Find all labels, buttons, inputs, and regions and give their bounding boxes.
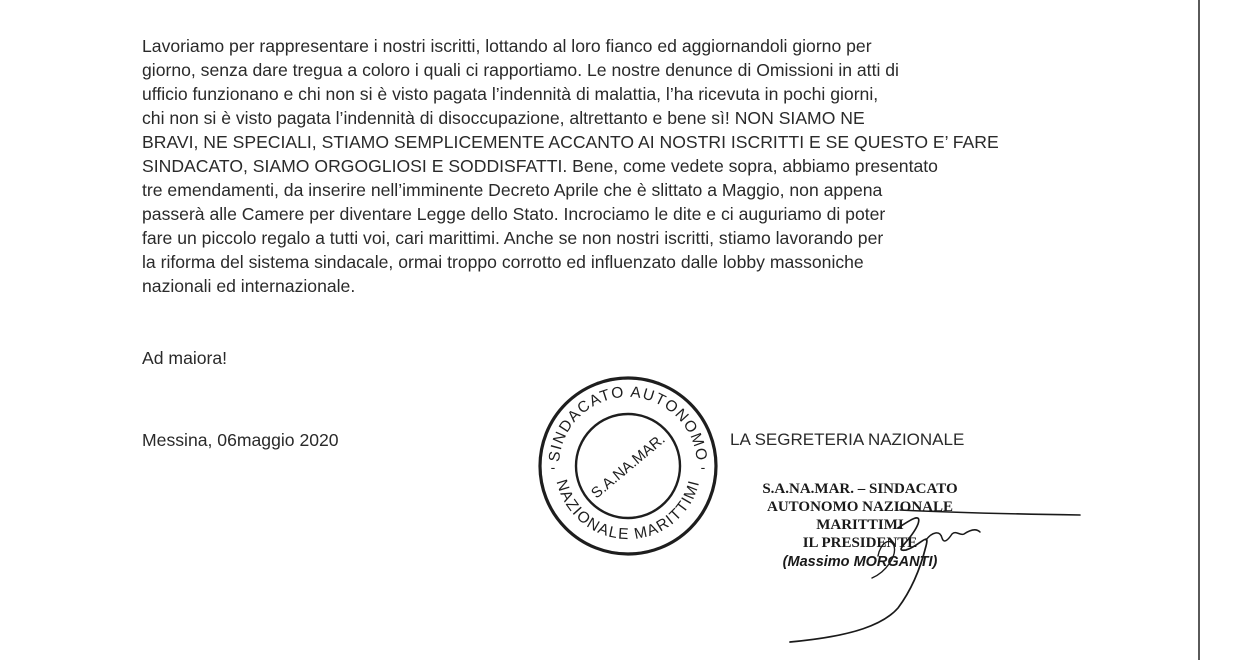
stamp-separator-dash-left: - bbox=[550, 459, 556, 475]
stamp-center-text: S.A.NA.MAR. bbox=[588, 430, 669, 503]
body-line: tre emendamenti, da inserire nell’imminente Decreto Aprile che è slittato a Maggio, non appena bbox=[142, 180, 883, 200]
scan-edge-line bbox=[1198, 0, 1200, 660]
signature-role: IL PRESIDENTE bbox=[802, 535, 918, 551]
signature-stroke-flourish bbox=[926, 530, 980, 541]
body-line: fare un piccolo regalo a tutti voi, cari marittimi. Anche se non nostri iscritti, stiamo lavorando per bbox=[142, 228, 884, 248]
body-line: Lavoriamo per rappresentare i nostri iscritti, lottando al loro fianco ed aggiornandoli giorno per bbox=[142, 36, 872, 56]
stamp-outer-bottom-text: NAZIONALE MARITTIMI bbox=[552, 477, 704, 544]
body-line: ufficio funzionano e chi non si è visto pagata l’indennità di malattia, l’ha ricevuta in pochi giorni, bbox=[142, 84, 879, 104]
body-line: SINDACATO, SIAMO ORGOGLIOSI E SODDISFATTI. Bene, come vedete sopra, abbiamo presentato bbox=[142, 156, 938, 176]
closing-salutation: Ad maiora! bbox=[142, 348, 228, 368]
secretariat-heading: LA SEGRETERIA NAZIONALE bbox=[730, 430, 965, 449]
handwritten-signature bbox=[760, 500, 1100, 650]
place-date: Messina, 06maggio 2020 bbox=[142, 430, 339, 450]
body-line: la riforma del sistema sindacale, ormai troppo corrotto ed influenzato dalle lobby massoniche bbox=[142, 252, 864, 272]
body-line: giorno, senza dare tregua a coloro i quali ci rapportiamo. Le nostre denunce di Omissioni in atti di bbox=[142, 60, 899, 80]
union-stamp bbox=[533, 371, 723, 561]
body-line: BRAVI, NE SPECIALI, STIAMO SEMPLICEMENTE ACCANTO AI NOSTRI ISCRITTI E SE QUESTO E’ FARE bbox=[142, 132, 999, 152]
signature-stroke-loop bbox=[872, 541, 894, 578]
signature-org-line2: AUTONOMO NAZIONALE bbox=[767, 499, 953, 515]
signature-stroke-main bbox=[790, 518, 927, 642]
stamp-outer-top-text: SINDACATO AUTONOMO bbox=[545, 383, 711, 463]
signature-org-line1: S.A.NA.MAR. – SINDACATO bbox=[762, 481, 958, 497]
body-line: passerà alle Camere per diventare Legge dello Stato. Incrociamo le dite e ci auguriamo di poter bbox=[142, 204, 886, 224]
body-line: nazionali ed internazionale. bbox=[142, 276, 356, 296]
body-line: chi non si è visto pagata l’indennità di disoccupazione, altrettanto e bene sì! NON SIAMO NE bbox=[142, 108, 865, 128]
signature-name: (Massimo MORGANTI) bbox=[782, 554, 938, 570]
letter-body bbox=[142, 34, 1002, 298]
stamp-separator-dash-right: - bbox=[700, 459, 706, 475]
signature-org-line3: MARITTIMI bbox=[816, 517, 904, 533]
signature-stroke-top bbox=[900, 510, 1080, 515]
